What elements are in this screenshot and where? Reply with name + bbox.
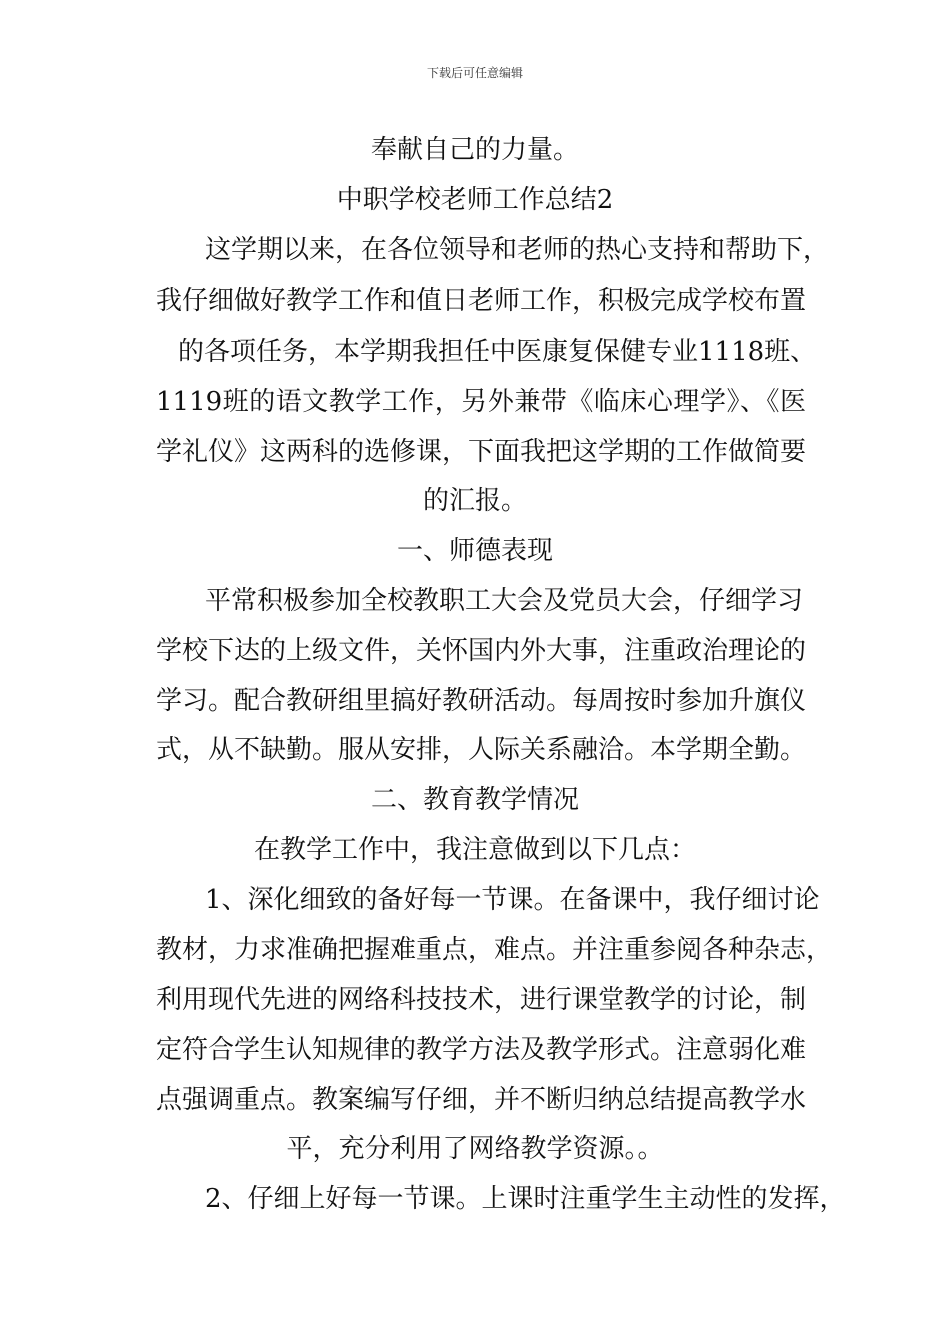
paragraph-line: 的各项任务，本学期我担任中医康复保健专业1118班、 bbox=[178, 337, 817, 367]
paragraph-line: 学校下达的上级文件，关怀国内外大事，注重政治理论的 bbox=[156, 636, 807, 666]
paragraph-line: 学礼仪》这两科的选修课，下面我把这学期的工作做简要 bbox=[156, 437, 807, 467]
paragraph-line: 这学期以来，在各位领导和老师的热心支持和帮助下， bbox=[205, 235, 830, 265]
paragraph-line: 平，充分利用了网络教学资源。。 bbox=[286, 1134, 664, 1164]
paragraph-line: 式，从不缺勤。服从安排，人际关系融洽。本学期全勤。 bbox=[156, 735, 807, 765]
paragraph-line: 的汇报。 bbox=[422, 486, 527, 516]
page-header-note: 下载后可任意编辑 bbox=[426, 66, 523, 80]
paragraph-line: 教材，力求准确把握难重点，难点。并注重参阅各种杂志， bbox=[156, 935, 833, 965]
paragraph-line: 点强调重点。教案编写仔细，并不断归纳总结提高教学水 bbox=[156, 1085, 807, 1115]
paragraph-line: 1119班的语文教学工作，另外兼带《临床心理学》、《医 bbox=[156, 387, 806, 417]
text-line-closing: 奉献自己的力量。 bbox=[370, 135, 579, 165]
paragraph-line: 定符合学生认知规律的教学方法及教学形式。注意弱化难 bbox=[156, 1035, 807, 1065]
section-heading-teaching: 二、教育教学情况 bbox=[370, 785, 579, 815]
paragraph-line: 1、深化细致的备好每一节课。在备课中，我仔细讨论 bbox=[205, 885, 820, 915]
paragraph-line: 学习。配合教研组里搞好教研活动。每周按时参加升旗仪 bbox=[156, 686, 807, 716]
paragraph-line: 我仔细做好教学工作和值日老师工作，积极完成学校布置 bbox=[156, 286, 807, 316]
section-heading-ethics: 一、师德表现 bbox=[396, 536, 553, 566]
paragraph-line: 平常积极参加全校教职工大会及党员大会，仔细学习 bbox=[205, 586, 804, 616]
paragraph-line: 2、仔细上好每一节课。上课时注重学生主动性的发挥， bbox=[205, 1184, 846, 1214]
paragraph-line: 在教学工作中，我注意做到以下几点： bbox=[253, 835, 696, 865]
paragraph-line: 利用现代先进的网络科技技术，进行课堂教学的讨论，制 bbox=[156, 985, 807, 1015]
document-title: 中职学校老师工作总结2 bbox=[336, 185, 614, 215]
